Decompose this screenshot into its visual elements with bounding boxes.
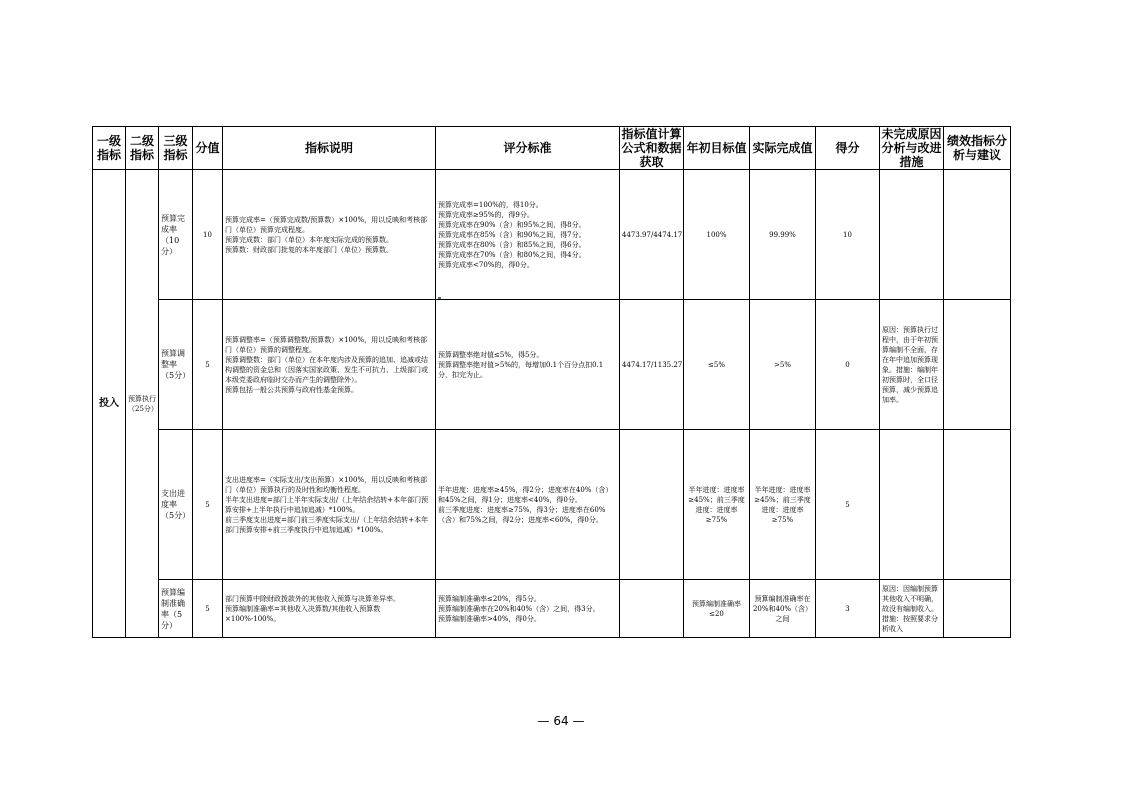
reason-cell: 原因：因编制预算其他收入不明确，故没有编制收入。措施：按照要求分析收入	[880, 580, 944, 638]
score-cell: 5	[816, 430, 880, 580]
table-row	[93, 430, 1011, 580]
header-row	[93, 127, 1011, 170]
header-score-value: 分值	[193, 127, 223, 170]
advice-cell	[944, 170, 1011, 300]
header-level2: 二级指标	[126, 127, 159, 170]
formula-cell	[620, 430, 684, 580]
advice-cell	[944, 430, 1011, 580]
level1-cell: 投入	[93, 170, 126, 638]
level3-cell: 预算编制准确率（5分）	[159, 580, 193, 638]
advice-cell	[944, 300, 1011, 430]
formula-cell: 4474.17/1135.27	[620, 300, 684, 430]
target-cell: ≤5%	[684, 300, 750, 430]
criteria-cell: 半年进度：进度率≥45%，得2分；进度率在40%（含）和45%之间，得1分；进度率<40%，得0分。 前三季度进度：进度率≥75%，得3分；进度率在60%（含）和75%之间，得2分；进度率<60%，得0分。	[436, 430, 620, 580]
description-cell: 部门预算中除财政拨款外的其他收入预算与决算差异率。 预算编制准确率=其他收入决算数/其他收入预算数×100%-100%。	[223, 580, 436, 638]
score-value-cell: 5	[193, 430, 223, 580]
header-advice: 绩效指标分析与建议	[944, 127, 1011, 170]
reason-cell	[880, 170, 944, 300]
target-cell: 预算编制准确率≤20	[684, 580, 750, 638]
actual-cell: >5%	[750, 300, 816, 430]
score-cell: 10	[816, 170, 880, 300]
header-description: 指标说明	[223, 127, 436, 170]
actual-cell: 99.99%	[750, 170, 816, 300]
score-cell: 3	[816, 580, 880, 638]
formula-cell	[620, 580, 684, 638]
criteria-cell: 预算调整率绝对值≤5%，得5分。 预算调整率绝对值>5%的，每增加0.1个百分点扣0.1分，扣完为止。	[436, 300, 620, 430]
actual-cell: 半年进度：进度率≥45%；前三季度进度：进度率≥75%	[750, 430, 816, 580]
level2-cell: 预算执行（25分）	[126, 170, 159, 638]
header-actual: 实际完成值	[750, 127, 816, 170]
table-row	[93, 580, 1011, 638]
table-row	[93, 170, 1011, 300]
score-value-cell: 10	[193, 170, 223, 300]
header-reason: 未完成原因分析与改进措施	[881, 127, 942, 169]
formula-cell: 4473.97/4474.17	[620, 170, 684, 300]
reason-cell: 原因：预算执行过程中，由于年初预算编制不全面，存在年中追加预算现象。措施：编制年初预算时，全口径预算，减少预算追加率。	[880, 300, 944, 430]
score-value-cell: 5	[193, 580, 223, 638]
advice-cell	[944, 580, 1011, 638]
header-score: 得分	[816, 127, 880, 170]
actual-cell: 预算编制准确率在20%和40%（含）之间	[750, 580, 816, 638]
description-cell: 预算调整率=（预算调整数/预算数）×100%，用以反映和考核部门（单位）预算的调整程度。 预算调整数：部门（单位）在本年度内涉及预算的追加、追减或结构调整的资金总和（因落实国家政策、发生不可抗力、上级部门或本级党委政府临时交办而产生的调整除外）。 预算包括一般公共预算与政府性基金预算。	[223, 300, 436, 430]
header-level3: 三级指标	[159, 127, 193, 170]
score-cell: 0	[816, 300, 880, 430]
level3-cell: 预算调整率（5分）	[159, 300, 193, 430]
description-cell: 预算完成率=（预算完成数/预算数）×100%，用以反映和考核部门（单位）预算完成程度。 预算完成数：部门（单位）本年度实际完成的预算数。 预算数：财政部门批复的本年度部门（单位）预算数。	[223, 170, 436, 300]
criteria-cell: 预算编制准确率≤20%，得5分。 预算编制准确率在20%和40%（含）之间，得3分。 预算编制准确率>40%，得0分。	[436, 580, 620, 638]
header-criteria: 评分标准	[436, 127, 620, 170]
description-cell: 支出进度率=（实际支出/支出预算）×100%，用以反映和考核部门（单位）预算执行的及时性和均衡性程度。 半年支出进度=部门上半年实际支出/（上年结余结转+本年部门预算安排+上半年执行中追加追减）*100%。 前三季度支出进度=部门前三季度实际支出/（上年结余结转+本年部门预算安排+前三季度执行中追加追减）*100%。	[223, 430, 436, 580]
target-cell: 100%	[684, 170, 750, 300]
performance-table	[92, 126, 1011, 638]
table-row	[93, 300, 1011, 430]
criteria-cell: 预算完成率=100%的，得10分。 预算完成率≥95%的，得9分。 预算完成率在90%（含）和95%之间，得8分。 预算完成率在85%（含）和90%之间，得7分。 预算完成率在80%（含）和85%之间，得6分。 预算完成率在70%（含）和80%之间，得4分。 预算完成率<70%的，得0分。	[436, 170, 620, 300]
reason-cell	[880, 430, 944, 580]
page-number: — 64 —	[537, 714, 585, 728]
header-formula: 指标值计算公式和数据获取	[621, 127, 682, 169]
header-level1: 一级指标	[93, 127, 126, 170]
header-target: 年初目标值	[684, 127, 750, 170]
level3-cell: 支出进度率（5分）	[159, 430, 193, 580]
score-value-cell: 5	[193, 300, 223, 430]
target-cell: 半年进度：进度率≥45%；前三季度进度：进度率≥75%	[684, 430, 750, 580]
level3-cell: 预算完成率（10分）	[159, 170, 193, 300]
